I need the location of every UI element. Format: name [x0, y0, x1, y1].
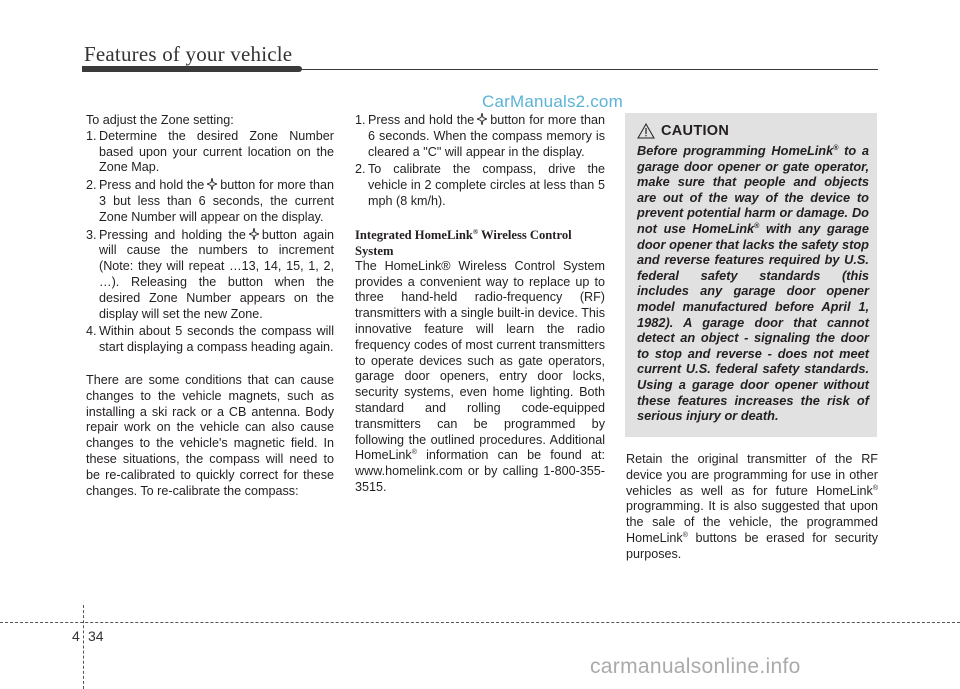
caution-title: CAUTION [661, 123, 730, 139]
zone-intro: To adjust the Zone setting: [86, 113, 234, 127]
caution-text: Before programming HomeLink® to a garage door opener or gate operator, make sure that people and objects are out of the way of the device to prevent potential harm or damage. Do not use HomeLink® with any garage door opener that lacks the safety stop and reverse features required by U.S. federal safety standards (this includes any garage door opener model manufactured before April 1, 1982). A garage door that cannot detect an object - signaling the door to stop and reverse - does not meet current U.S. federal safety standards. Using a garage door opener without these features increases the risk of serious injury or death. [637, 143, 869, 424]
footer-watermark: carmanualsonline.info [590, 655, 801, 678]
column-2 [355, 113, 605, 496]
column-3 [626, 452, 878, 563]
compass-button-icon [477, 113, 487, 125]
page-number: 34 [88, 628, 104, 644]
caution-box [625, 113, 877, 437]
zone-steps [86, 129, 334, 356]
calibrate-steps [355, 113, 605, 210]
footer-rule [0, 622, 960, 623]
chapter-number: 4 [72, 628, 80, 644]
footer-divider [83, 605, 84, 689]
magnet-paragraph: There are some conditions that can cause changes to the vehicle magnets, such as installing a ski rack or a CB antenna. Body repair work on the vehicle can also cause changes to the vehicle's magnetic field. In these situations, the compass will need to be re-calibrated to quickly correct for these changes. To re-calibrate the compass: [86, 372, 334, 498]
homelink-subheading: Integrated HomeLink® Wireless Control System [355, 227, 572, 258]
header-bar [82, 66, 302, 72]
top-watermark: CarManuals2.com [482, 92, 623, 111]
homelink-paragraph: The HomeLink® Wireless Control System provides a convenient way to replace up to three hand-held radio-frequency (RF) transmitters with a single built-in device. This innovative feature will learn the radio frequency codes of most current transmitters to operate devices such as gate operators, garage door openers, entry door locks, security systems, even home lighting. Both standard and rolling code-equipped transmitters can be programmed by following the outlined procedures. Additional HomeLink® information can be found at: www.homelink.com or by calling 1-800-355-3515. [355, 258, 605, 494]
warning-triangle-icon [637, 123, 655, 139]
compass-button-icon [249, 228, 259, 240]
column-1 [86, 113, 334, 499]
list-item: 1. Determine the desired Zone Number based upon your current location on the Zone Map. [86, 128, 334, 175]
list-item: 2. To calibrate the compass, drive the vehicle in 2 complete circles at less than 5 mph (8 km/h). [355, 162, 605, 208]
header-rule [300, 69, 878, 70]
caution-header [637, 121, 869, 141]
list-item: 1. Press and hold the button for more than 6 seconds. When the compass memory is cleared a "C" will appear in the display. [355, 113, 605, 159]
retain-paragraph: Retain the original transmitter of the RF device you are programming for use in other vehicles as well as for future HomeLink® programming. It is also suggested that upon the sale of the vehicle, the programmed HomeLink® buttons be erased for security purposes. [626, 452, 878, 561]
page-header-title: Features of your vehicle [84, 42, 293, 66]
compass-button-icon [207, 178, 217, 190]
list-item: 2. Press and hold the button for more than 3 but less than 6 seconds, the current Zone Number will appear on the display. [86, 178, 334, 224]
list-item: 3. Pressing and holding the button again will cause the numbers to increment (Note: they will repeat …13, 14, 15, 1, 2, …). Releasing the button when the desired Zone Number appears on the display will set the new Zone. [86, 227, 334, 321]
list-item: 4. Within about 5 seconds the compass will start displaying a compass heading again. [86, 324, 334, 355]
